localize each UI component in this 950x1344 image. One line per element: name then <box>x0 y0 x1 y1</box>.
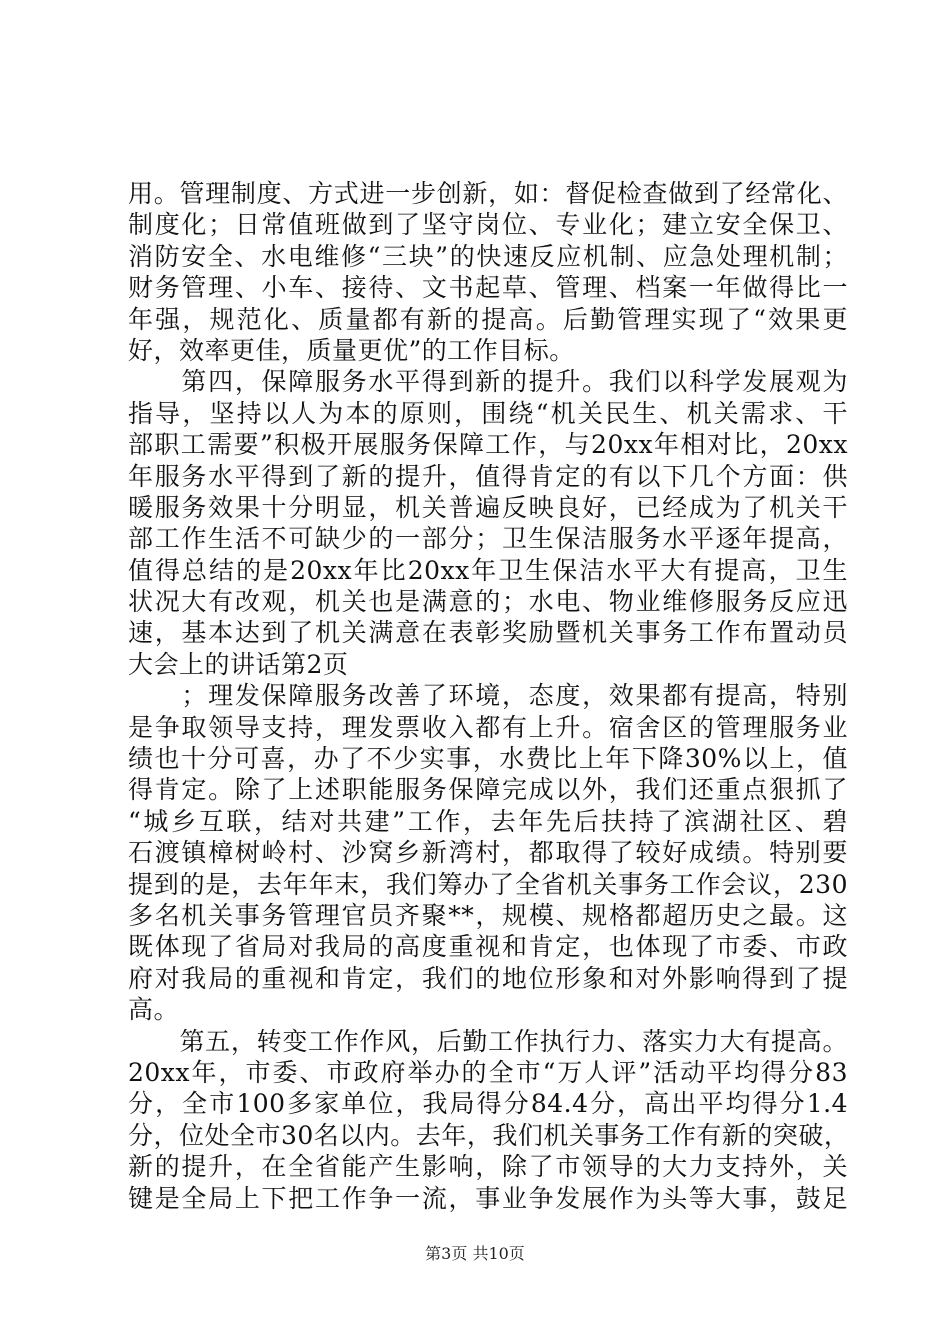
text-line: 第四，保障服务水平得到新的提升。我们以科学发展观为 <box>128 367 848 397</box>
text-line: 石渡镇樟树岭村、沙窝乡新湾村，都取得了较好成绩。特别要 <box>128 838 848 868</box>
text-line: 20xx年，市委、市政府举办的全市“万人评”活动平均得分83 <box>128 1057 848 1087</box>
text-line: 大会上的讲话第2页 <box>128 649 349 679</box>
page-footer: 第3页 共10页 <box>425 1244 525 1263</box>
text-line: “城乡互联，结对共建”工作，去年先后扶持了滨湖社区、碧 <box>128 806 848 836</box>
text-line: 既体现了省局对我局的高度重视和肯定，也体现了市委、市政 <box>128 932 848 962</box>
text-line: 第五，转变工作作风，后勤工作执行力、落实力大有提高。 <box>128 1026 848 1056</box>
text-line: 状况大有改观，机关也是满意的；水电、物业维修服务反应迅 <box>128 587 848 617</box>
text-line: 高。 <box>128 995 180 1025</box>
text-line: 分，位处全市30名以内。去年，我们机关事务工作有新的突破， <box>128 1120 850 1150</box>
text-line: 分，全市100多家单位，我局得分84.4分，高出平均得分1.4 <box>128 1089 848 1119</box>
text-line: 多名机关事务管理官员齐聚**，规模、规格都超历史之最。这 <box>128 900 848 930</box>
text-line: 年强，规范化、质量都有新的提高。后勤管理实现了“效果更 <box>128 304 848 334</box>
text-line: 暖服务效果十分明显，机关普遍反映良好，已经成为了机关干 <box>128 492 848 522</box>
text-line: 值得总结的是20xx年比20xx年卫生保洁水平大有提高，卫生 <box>128 555 848 585</box>
text-line: 绩也十分可喜，办了不少实事，水费比上年下降30%以上，值 <box>128 744 848 774</box>
text-line: 消防安全、水电维修“三块”的快速反应机制、应急处理机制； <box>128 241 848 271</box>
text-line: 指导，坚持以人为本的原则，围绕“机关民生、机关需求、干 <box>128 398 848 428</box>
text-line: 提到的是，去年年末，我们筹办了全省机关事务工作会议，230 <box>128 869 848 899</box>
text-line: 新的提升，在全省能产生影响，除了市领导的大力支持外，关 <box>128 1152 848 1182</box>
text-line: 制度化；日常值班做到了坚守岗位、专业化；建立安全保卫、 <box>128 210 848 240</box>
body-text <box>128 178 848 1214</box>
text-line: 得肯定。除了上述职能服务保障完成以外，我们还重点狠抓了 <box>128 775 848 805</box>
text-line: 是争取领导支持，理发票收入都有上升。宿舍区的管理服务业 <box>128 712 848 742</box>
text-line: 速，基本达到了机关满意在表彰奖励暨机关事务工作布置动员 <box>128 618 848 648</box>
text-line: 府对我局的重视和肯定，我们的地位形象和对外影响得到了提 <box>128 963 848 993</box>
text-line: 用。管理制度、方式进一步创新，如：督促检查做到了经常化、 <box>128 179 848 208</box>
text-line: 键是全局上下把工作争一流，事业争发展作为头等大事，鼓足 <box>128 1183 848 1213</box>
text-line: 部职工需要”积极开展服务保障工作，与20xx年相对比，20xx <box>128 430 848 460</box>
text-line: 部工作生活不可缺少的一部分；卫生保洁服务水平逐年提高， <box>128 524 848 554</box>
text-line: 好，效率更佳，质量更优”的工作目标。 <box>128 335 575 365</box>
text-line: 财务管理、小车、接待、文书起草、管理、档案一年做得比一 <box>128 273 848 303</box>
text-line: ；理发保障服务改善了环境，态度，效果都有提高，特别 <box>128 681 848 711</box>
text-line: 年服务水平得到了新的提升，值得肯定的有以下几个方面：供 <box>128 461 848 491</box>
